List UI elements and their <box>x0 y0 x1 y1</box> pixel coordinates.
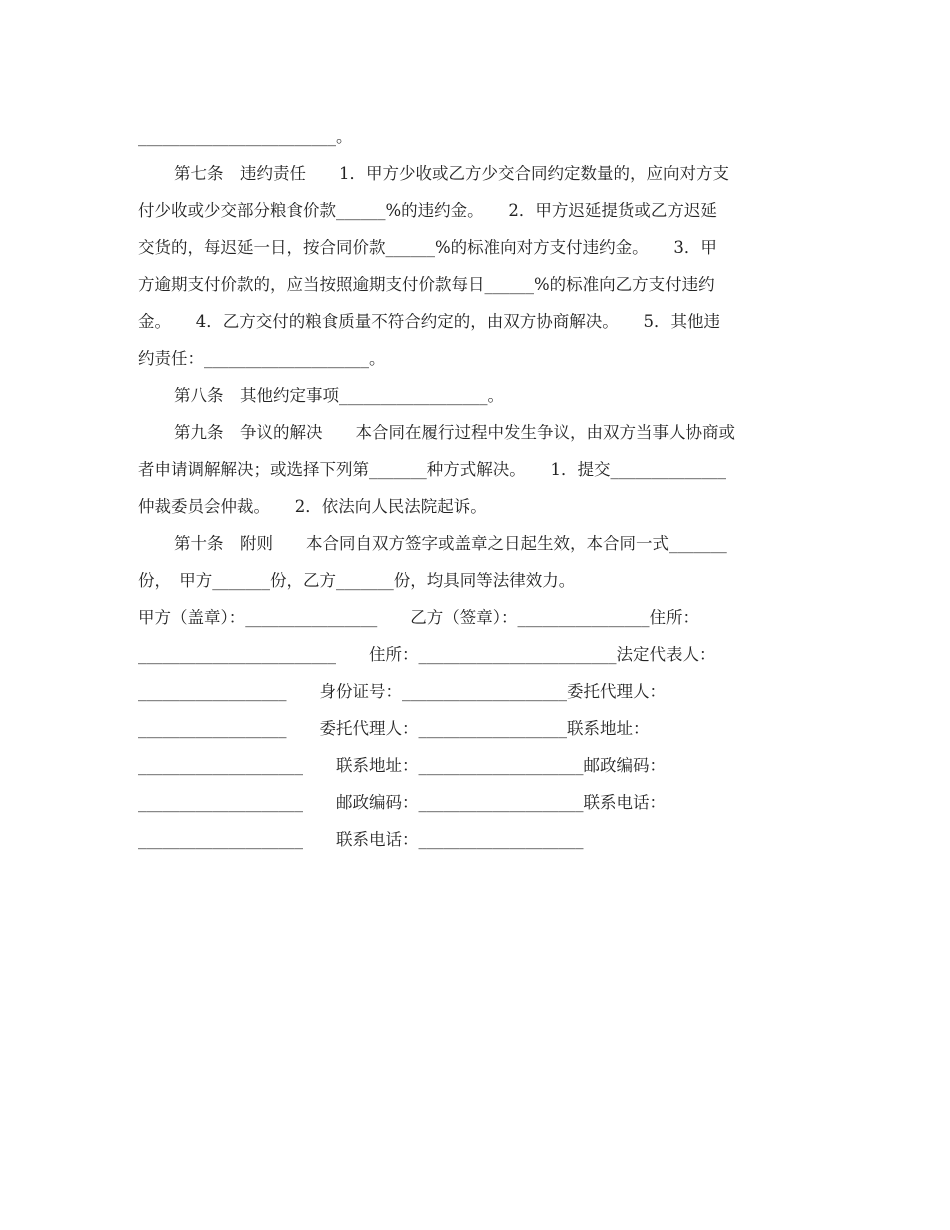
signature-line-contact-address: ____________________ 联系地址：____________________邮政编码： <box>138 756 666 775</box>
clause-10-line-1: 第十条 附则 本合同自双方签字或盖章之日起生效，本合同一式_______ <box>174 534 727 553</box>
clause-9-line-3: 仲裁委员会仲裁。 2．依法向人民法院起诉。 <box>138 497 487 516</box>
clause-9-line-2: 者申请调解解决；或选择下列第_______种方式解决。 1．提交______________ <box>138 460 726 479</box>
contract-page <box>138 118 810 858</box>
clause-7-line-6: 约责任：____________________。 <box>138 349 386 368</box>
clause-10-line-2: 份， 甲方_______份，乙方_______份，均具同等法律效力。 <box>138 571 576 590</box>
signature-line-party-seal: 甲方（盖章）：________________ 乙方（签章）：________________住所： <box>138 608 699 627</box>
clause-7-line-4: 方逾期支付价款的，应当按照逾期支付价款每日______%的标准向乙方支付违约 <box>138 275 715 294</box>
clause-8: 第八条 其他约定事项__________________。 <box>174 386 504 405</box>
clause-7-line-1: 第七条 违约责任 1．甲方少收或乙方少交合同约定数量的，应向对方支 <box>174 164 729 183</box>
clause-7-line-5: 金。 4．乙方交付的粮食质量不符合约定的，由双方协商解决。 5．其他违 <box>138 312 720 331</box>
signature-line-id-number: __________________ 身份证号：____________________委托代理人： <box>138 682 666 701</box>
clause-9-line-1: 第九条 争议的解决 本合同在履行过程中发生争议，由双方当事人协商或 <box>174 423 735 442</box>
clause-6-tail: ________________________。 <box>138 127 353 146</box>
signature-line-phone: ____________________ 联系电话：____________________ <box>138 830 584 849</box>
signature-line-postal-code: ____________________ 邮政编码：____________________联系电话： <box>138 793 666 812</box>
signature-line-address: ________________________ 住所：________________________法定代表人： <box>138 645 716 664</box>
clause-7-line-3: 交货的，每迟延一日，按合同价款______%的标准向对方支付违约金。 3．甲 <box>138 238 717 257</box>
signature-line-agent: __________________ 委托代理人：__________________联系地址： <box>138 719 650 738</box>
clause-7-line-2: 付少收或少交部分粮食价款______%的违约金。 2．甲方迟延提货或乙方迟延 <box>138 201 717 220</box>
